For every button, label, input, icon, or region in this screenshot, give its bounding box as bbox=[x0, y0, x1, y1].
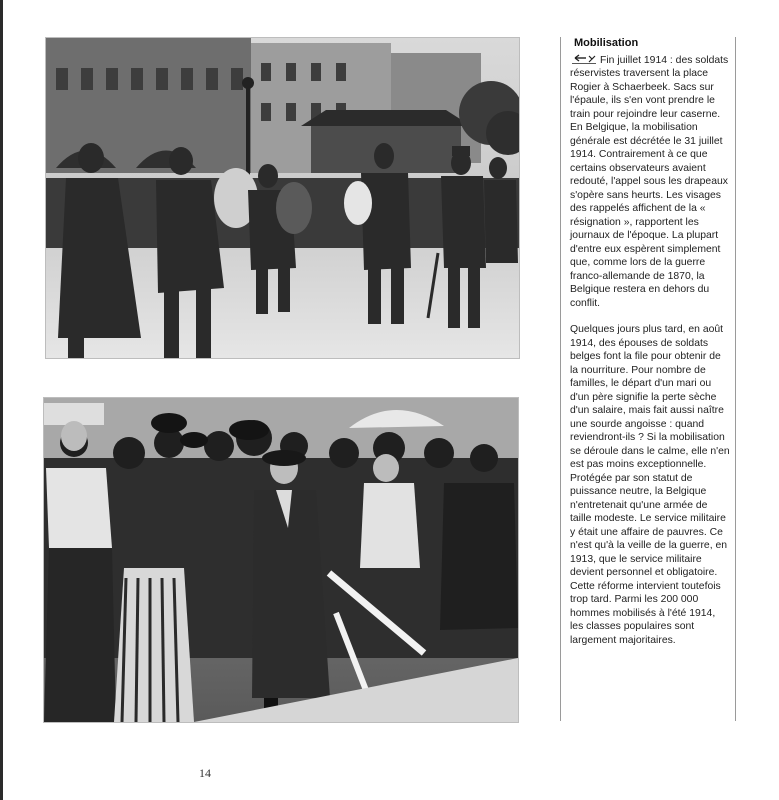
caption-paragraph-1-text: Fin juillet 1914 : des soldats réservistes traversent la place Rogier à Schaerbeek. Sacs sur l'épaule, ils s'en vont prendre le train pour rejoindre leur caserne. En Belgique, la mobilisation générale est décrétée le 31 juillet 1914. Contrairement à ce que certains observateurs avaient redouté, l'appel sous les drapeaux s'opère sans heurts. Les visages des rappelés affichent de la « résignation », rapportent les journaux de l'époque. La plupart d'entre eux espèrent simplement que, comme lors de la guerre franco-allemande de 1870, la Belgique restera en dehors du conflit. bbox=[570, 54, 729, 309]
caption-paragraph-1 bbox=[570, 54, 730, 311]
photo-soldiers-marching bbox=[45, 37, 520, 359]
caption-column bbox=[570, 37, 730, 647]
left-arrow-icon bbox=[572, 54, 596, 64]
caption-column-right-rule bbox=[735, 37, 736, 721]
caption-paragraph-2: Quelques jours plus tard, en août 1914, des épouses de soldats belges font la file pour obtenir de la nourriture. Pour nombre de familles, le départ d'un mari ou d'un père signifie la perte sèche d'un salaire, mais fait aussi naître une sourde angoisse : quand reviendront-ils ? Si la mobilisation se déroule dans le calme, elle n'en est pas moins exceptionnelle. Protégée par son statut de puissance neutre, la Belgique n'entretenait qu'une armée de taille modeste. Le service militaire y était une affaire de pauvres. Ce n'est qu'à la veille de la guerre, en 1913, que le service militaire devient personnel et obligatoire. Cette réforme intervient toutefois trop tard. Parmi les 200 000 hommes mobilisés à l'été 1914, les classes populaires sont largement majoritaires. bbox=[570, 324, 730, 646]
caption-column-left-rule bbox=[560, 37, 561, 721]
caption-title: Mobilisation bbox=[574, 37, 639, 49]
page-number: 14 bbox=[199, 766, 211, 780]
page-edge-rule bbox=[0, 0, 3, 800]
photo-women-queue bbox=[43, 397, 519, 723]
